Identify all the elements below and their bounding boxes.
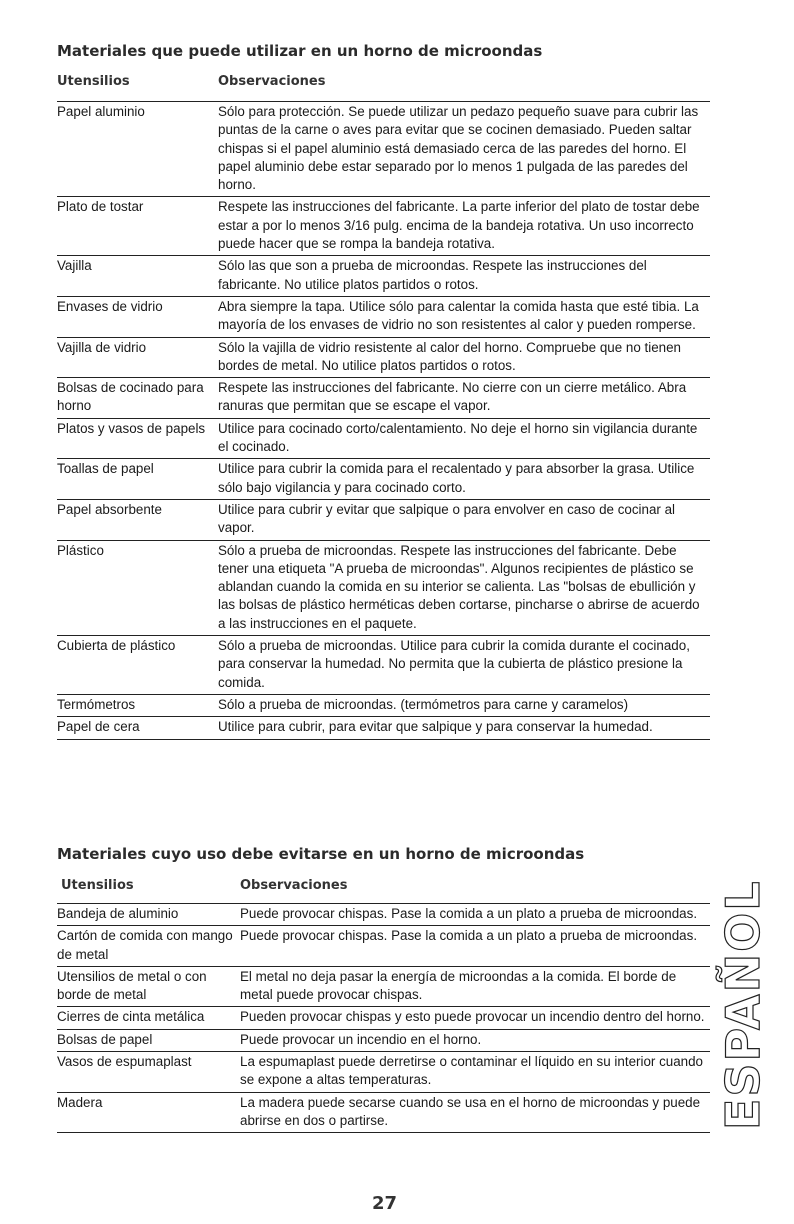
language-side-label: ESPAÑOL (716, 879, 770, 1130)
table-row (57, 419, 710, 460)
utensil-cell: Madera (57, 1094, 103, 1110)
utensil-cell: Bolsas de papel (57, 1031, 153, 1047)
section-title-usable: Materiales que puede utilizar en un horno de microondas (57, 42, 543, 60)
table-row (57, 197, 710, 256)
utensil-cell: Vajilla de vidrio (57, 339, 147, 355)
utensil-cell: Bandeja de aluminio (57, 906, 179, 921)
table-row (57, 967, 710, 1008)
table-row (57, 102, 710, 197)
observation-cell: Abra siempre la tapa. Utilice sólo para calentar la comida hasta que esté tibia. La mayoría de los envases de vidrio no son resistentes al calor y pueden romperse. (218, 298, 699, 333)
table-row (57, 1007, 710, 1029)
table-row (57, 695, 710, 717)
table-row (57, 717, 710, 739)
observation-cell: La madera puede secarse cuando se usa en el horno de microondas y puede abrirse en dos o partirse. (240, 1094, 701, 1128)
observation-cell: Utilice para cocinado corto/calentamiento. No deje el horno sin vigilancia durante el cocinado. (218, 420, 698, 455)
table-row (57, 338, 710, 379)
observation-cell: Sólo para protección. Se puede utilizar un pedazo pequeño suave para cubrir las puntas de la carne o aves para evitar que se cocinen demasiado. Pueden saltar chispas si el papel aluminio está demasiado cerca de las paredes del horno. El papel aluminio debe estar separado por lo menos 1 pulgada de las paredes del horno. (218, 104, 699, 193)
table-row (57, 256, 710, 297)
utensil-cell: Papel de cera (57, 719, 140, 735)
observation-cell: Utilice para cubrir la comida para el recalentado y para absorber la grasa. Utilice sólo bajo vigilancia y para cocinado corto. (218, 461, 695, 495)
table-row (57, 500, 710, 541)
utensil-cell: Envases de vidrio (57, 298, 163, 314)
observation-cell: Puede provocar chispas. Pase la comida a un plato a prueba de microondas. (240, 928, 698, 944)
column-header-observations-2: Observaciones (240, 878, 348, 893)
observation-cell: Sólo la vajilla de vidrio resistente al calor del horno. Compruebe que no tienen bordes de metal. No utilice platos partidos o rotos. (218, 339, 681, 373)
observation-cell: Respete las instrucciones del fabricante. No cierre con un cierre metálico. Abra ranuras que permitan que se escape el vapor. (218, 380, 687, 414)
observation-cell: El metal no deja pasar la energía de microondas a la comida. El borde de metal puede provocar chispas. (240, 968, 677, 1003)
table-row (57, 297, 710, 338)
utensil-cell: Bolsas de cocinado para horno (57, 380, 204, 414)
observation-cell: Sólo a prueba de microondas. Utilice para cubrir la comida durante el cocinado, para conservar la humedad. No permita que la cubierta de plástico presione la comida. (218, 638, 690, 690)
usable-materials-table (57, 101, 710, 740)
utensil-cell: Plástico (57, 542, 104, 558)
utensil-cell: Papel absorbente (57, 501, 162, 517)
table-row (57, 636, 710, 695)
table-row (57, 541, 710, 636)
table-row (57, 1093, 710, 1134)
column-header-utensils-2: Utensilios (61, 878, 134, 893)
utensil-cell: Plato de tostar (57, 199, 144, 215)
observation-cell: Puede provocar chispas. Pase la comida a un plato a prueba de microondas. (240, 906, 698, 921)
table-row (57, 378, 710, 419)
table-row (57, 904, 710, 926)
observation-cell: Sólo a prueba de microondas. (termómetros para carne y caramelos) (218, 696, 629, 712)
column-header-utensils: Utensilios (57, 74, 130, 89)
observation-cell: Pueden provocar chispas y esto puede provocar un incendio dentro del horno. (240, 1009, 705, 1025)
observation-cell: Utilice para cubrir y evitar que salpique o para envolver en caso de cocinar al vapor. (218, 501, 676, 536)
observation-cell: La espumaplast puede derretirse o contaminar el líquido en su interior cuando se expone a altas temperaturas. (240, 1054, 704, 1088)
column-header-observations: Observaciones (218, 74, 326, 89)
section-title-avoid: Materiales cuyo uso debe evitarse en un horno de microondas (57, 845, 585, 863)
table-row (57, 1030, 710, 1052)
utensil-cell: Vasos de espumaplast (57, 1054, 192, 1070)
observation-cell: Puede provocar un incendio en el horno. (240, 1031, 482, 1047)
utensil-cell: Platos y vasos de papels (57, 420, 206, 436)
utensil-cell: Cartón de comida con mango de metal (57, 928, 233, 962)
utensil-cell: Toallas de papel (57, 461, 154, 477)
table-row (57, 459, 710, 500)
utensil-cell: Vajilla (57, 258, 92, 274)
utensil-cell: Cubierta de plástico (57, 638, 176, 654)
avoid-materials-table (57, 903, 710, 1133)
page-number: 27 (372, 1193, 398, 1214)
utensil-cell: Papel aluminio (57, 104, 145, 119)
observation-cell: Respete las instrucciones del fabricante. La parte inferior del plato de tostar debe estar a por lo menos 3/16 pulg. encima de la bandeja rotativa. Un uso incorrecto puede hacer que se rompa la bandeja rotativa. (218, 199, 700, 252)
table-row (57, 926, 710, 967)
utensil-cell: Cierres de cinta metálica (57, 1009, 205, 1025)
utensil-cell: Utensilios de metal o con borde de metal (57, 968, 207, 1003)
observation-cell: Utilice para cubrir, para evitar que salpique y para conservar la humedad. (218, 719, 653, 735)
observation-cell: Sólo las que son a prueba de microondas. Respete las instrucciones del fabricante. No utilice platos partidos o rotos. (218, 258, 647, 292)
utensil-cell: Termómetros (57, 696, 136, 712)
observation-cell: Sólo a prueba de microondas. Respete las instrucciones del fabricante. Debe tener una etiqueta "A prueba de microondas". Algunos recipientes de plástico se ablandan cuando la comida en su interior se calienta. Las "bolsas de ebullición y las bolsas de plástico herméticas deben cortarse, pincharse o abrirse de acuerdo a las instrucciones en el paquete. (218, 542, 700, 631)
table-row (57, 1052, 710, 1093)
